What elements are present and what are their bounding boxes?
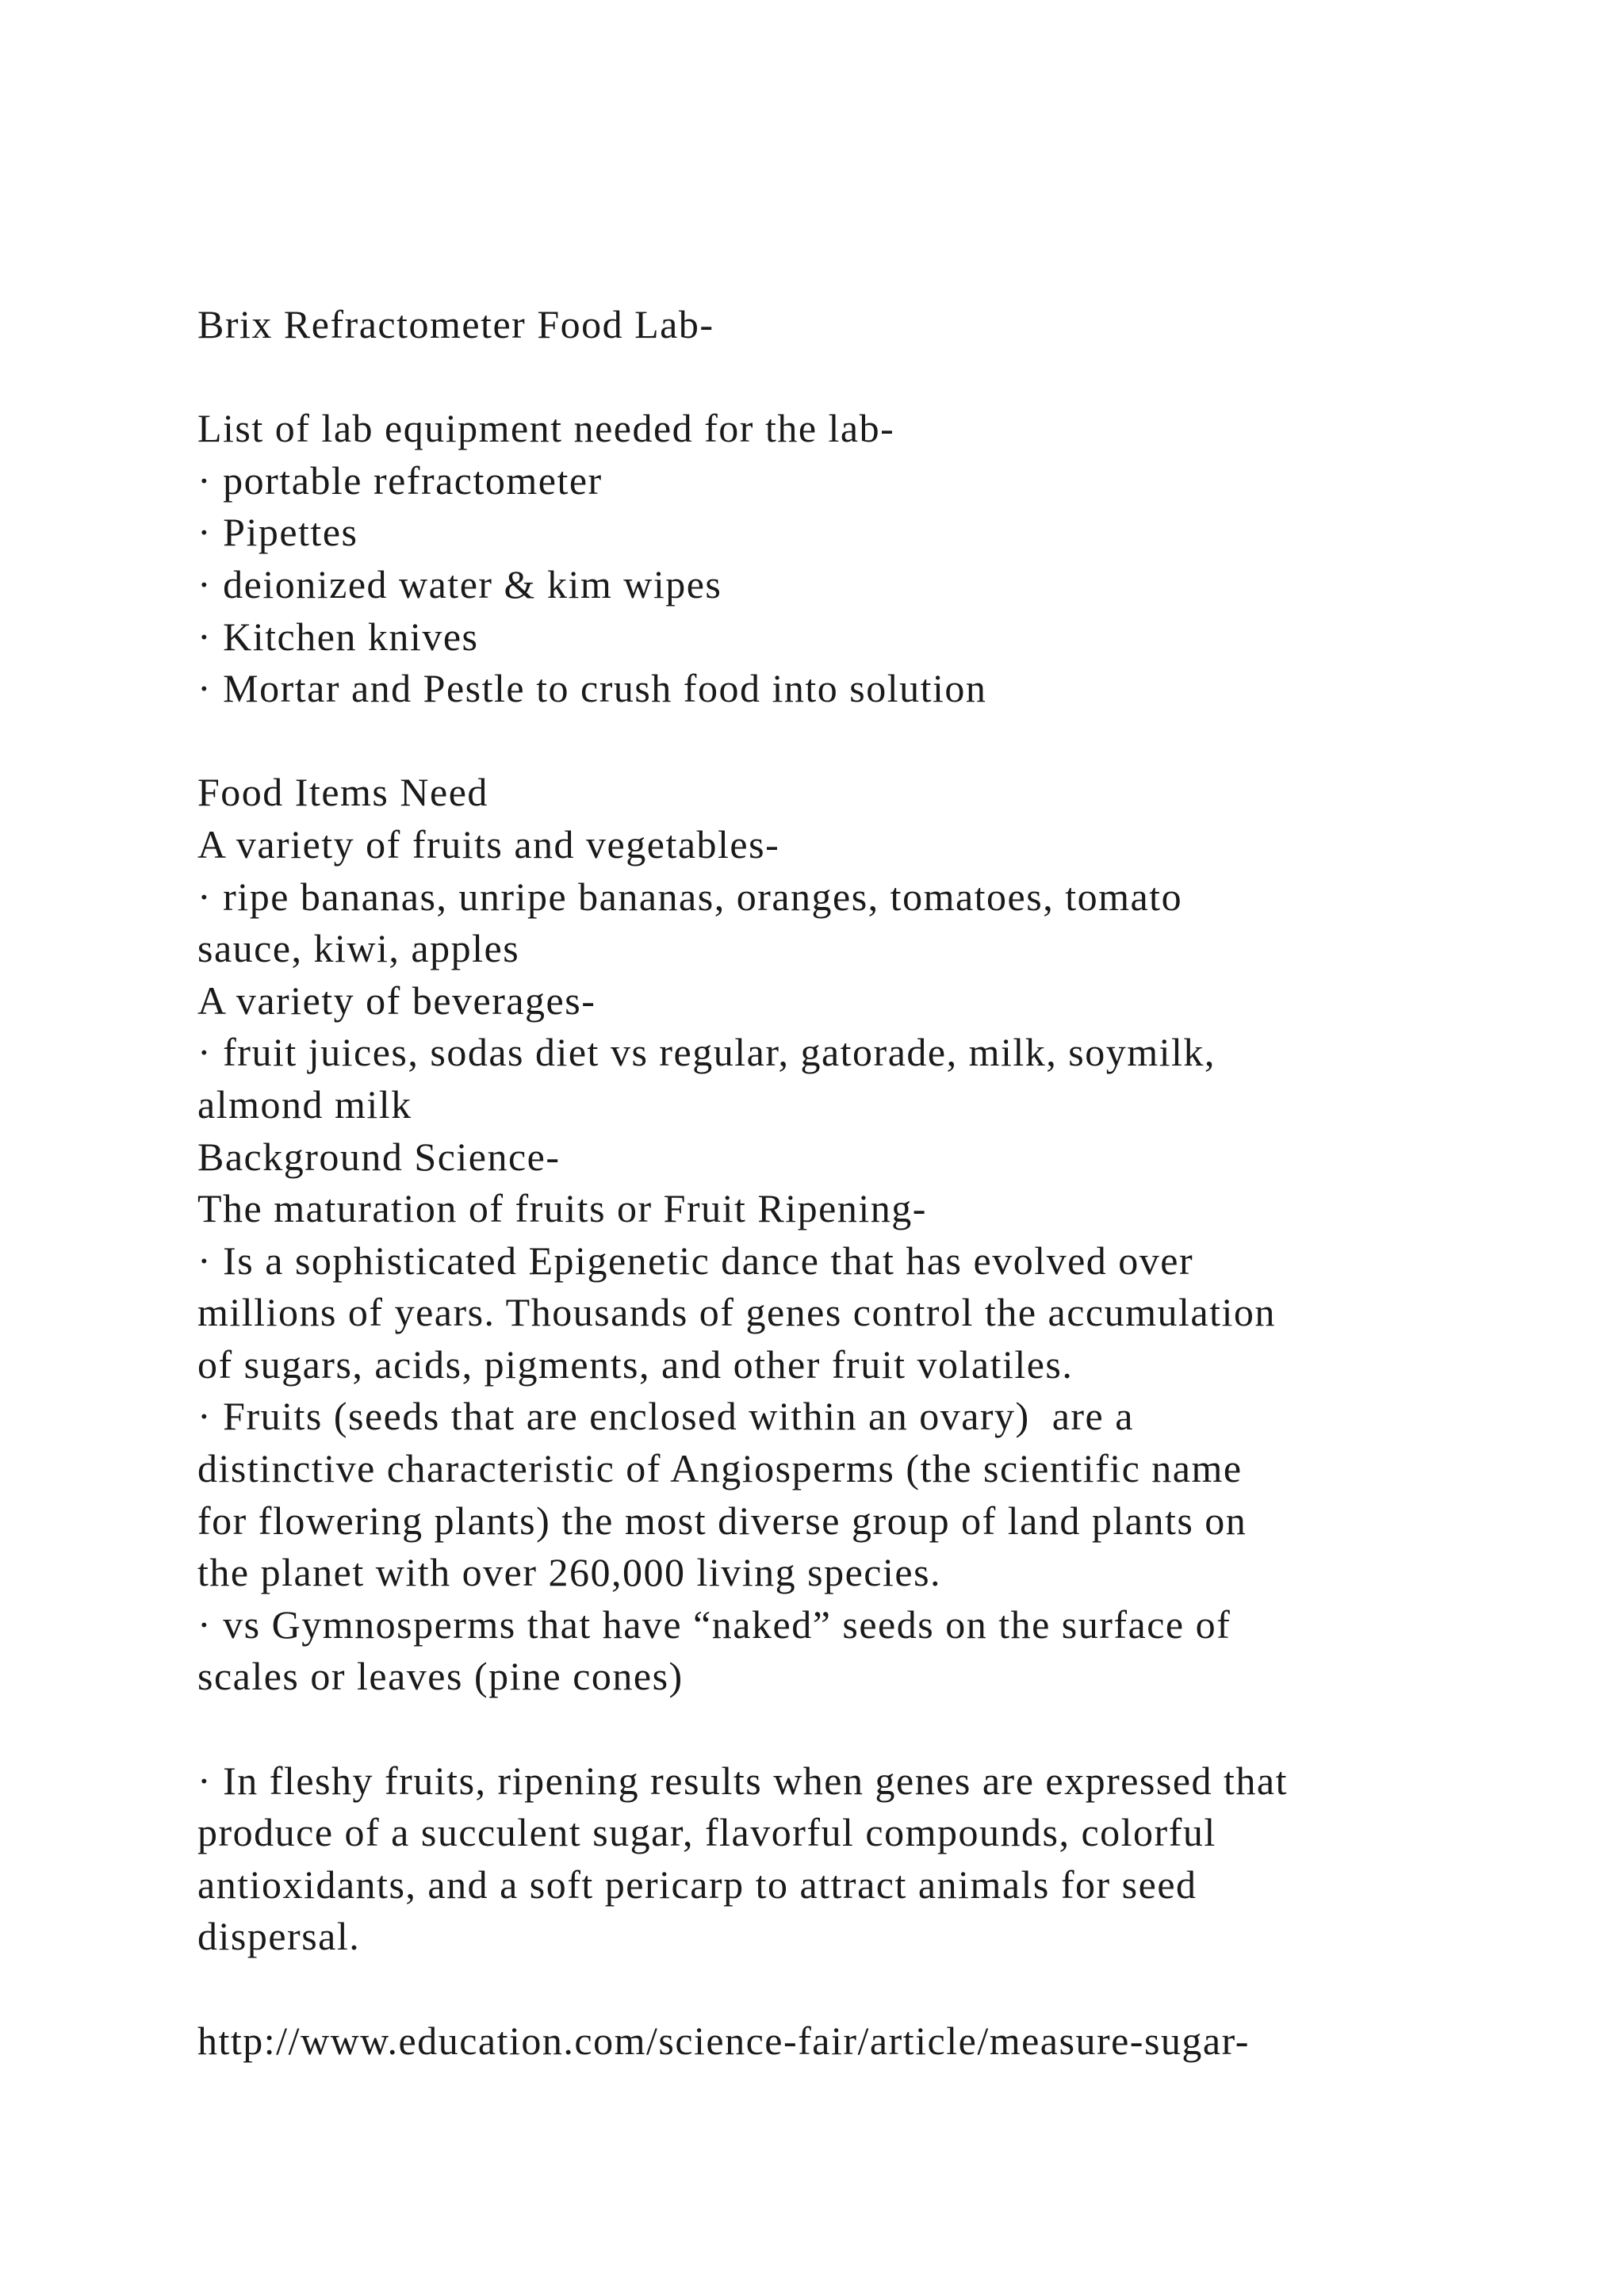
paragraph-line: of sugars, acids, pigments, and other fruit volatiles. [197, 1341, 1074, 1387]
food-heading: Food Items Need [197, 770, 488, 815]
paragraph-line: · In fleshy fruits, ripening results when genes are expressed that [197, 1758, 1289, 1803]
paragraph-line: · vs Gymnosperms that have “naked” seeds on the surface of [197, 1601, 1231, 1647]
paragraph-line: the planet with over 260,000 living species. [197, 1550, 942, 1595]
document-body [197, 299, 1545, 2067]
fruits-heading: A variety of fruits and vegetables- [197, 821, 780, 867]
paragraph-line: scales or leaves (pine cones) [197, 1654, 684, 1699]
blank-line [197, 715, 1545, 767]
equipment-item: · Pipettes [197, 510, 358, 555]
ripening-heading: The maturation of fruits or Fruit Ripening- [197, 1186, 927, 1231]
paragraph-line: dispersal. [197, 1914, 361, 1959]
fruits-list-line: sauce, kiwi, apples [197, 926, 520, 971]
equipment-item: · deionized water & kim wipes [197, 561, 722, 607]
reference-url[interactable]: http://www.education.com/science-fair/article/measure-sugar- [197, 2018, 1250, 2063]
paragraph-line: for flowering plants) the most diverse group of land plants on [197, 1498, 1247, 1543]
paragraph-line: · Fruits (seeds that are enclosed within an ovary) are a [197, 1394, 1134, 1439]
fruits-list-line: · ripe bananas, unripe bananas, oranges, tomatoes, tomato [197, 874, 1183, 919]
equipment-item: · portable refractometer [197, 457, 603, 503]
blank-line [197, 1963, 1545, 2015]
paragraph-line: distinctive characteristic of Angiosperms (the scientific name [197, 1446, 1243, 1491]
paragraph-line: produce of a succulent sugar, flavorful compounds, colorful [197, 1810, 1216, 1855]
blank-line [197, 1703, 1545, 1755]
beverages-heading: A variety of beverages- [197, 978, 596, 1023]
background-heading: Background Science- [197, 1134, 561, 1179]
paragraph-line: antioxidants, and a soft pericarp to attract animals for seed [197, 1862, 1197, 1907]
equipment-heading: List of lab equipment needed for the lab- [197, 406, 895, 451]
equipment-item: · Mortar and Pestle to crush food into solution [197, 666, 987, 711]
paragraph-line: millions of years. Thousands of genes control the accumulation [197, 1290, 1276, 1335]
beverages-list-line: · fruit juices, sodas diet vs regular, gatorade, milk, soymilk, [197, 1030, 1216, 1075]
equipment-item: · Kitchen knives [197, 614, 479, 659]
paragraph-line: · Is a sophisticated Epigenetic dance that has evolved over [197, 1238, 1194, 1283]
document-title: Brix Refractometer Food Lab- [197, 302, 714, 346]
beverages-list-line: almond milk [197, 1081, 412, 1127]
blank-line [197, 351, 1545, 404]
